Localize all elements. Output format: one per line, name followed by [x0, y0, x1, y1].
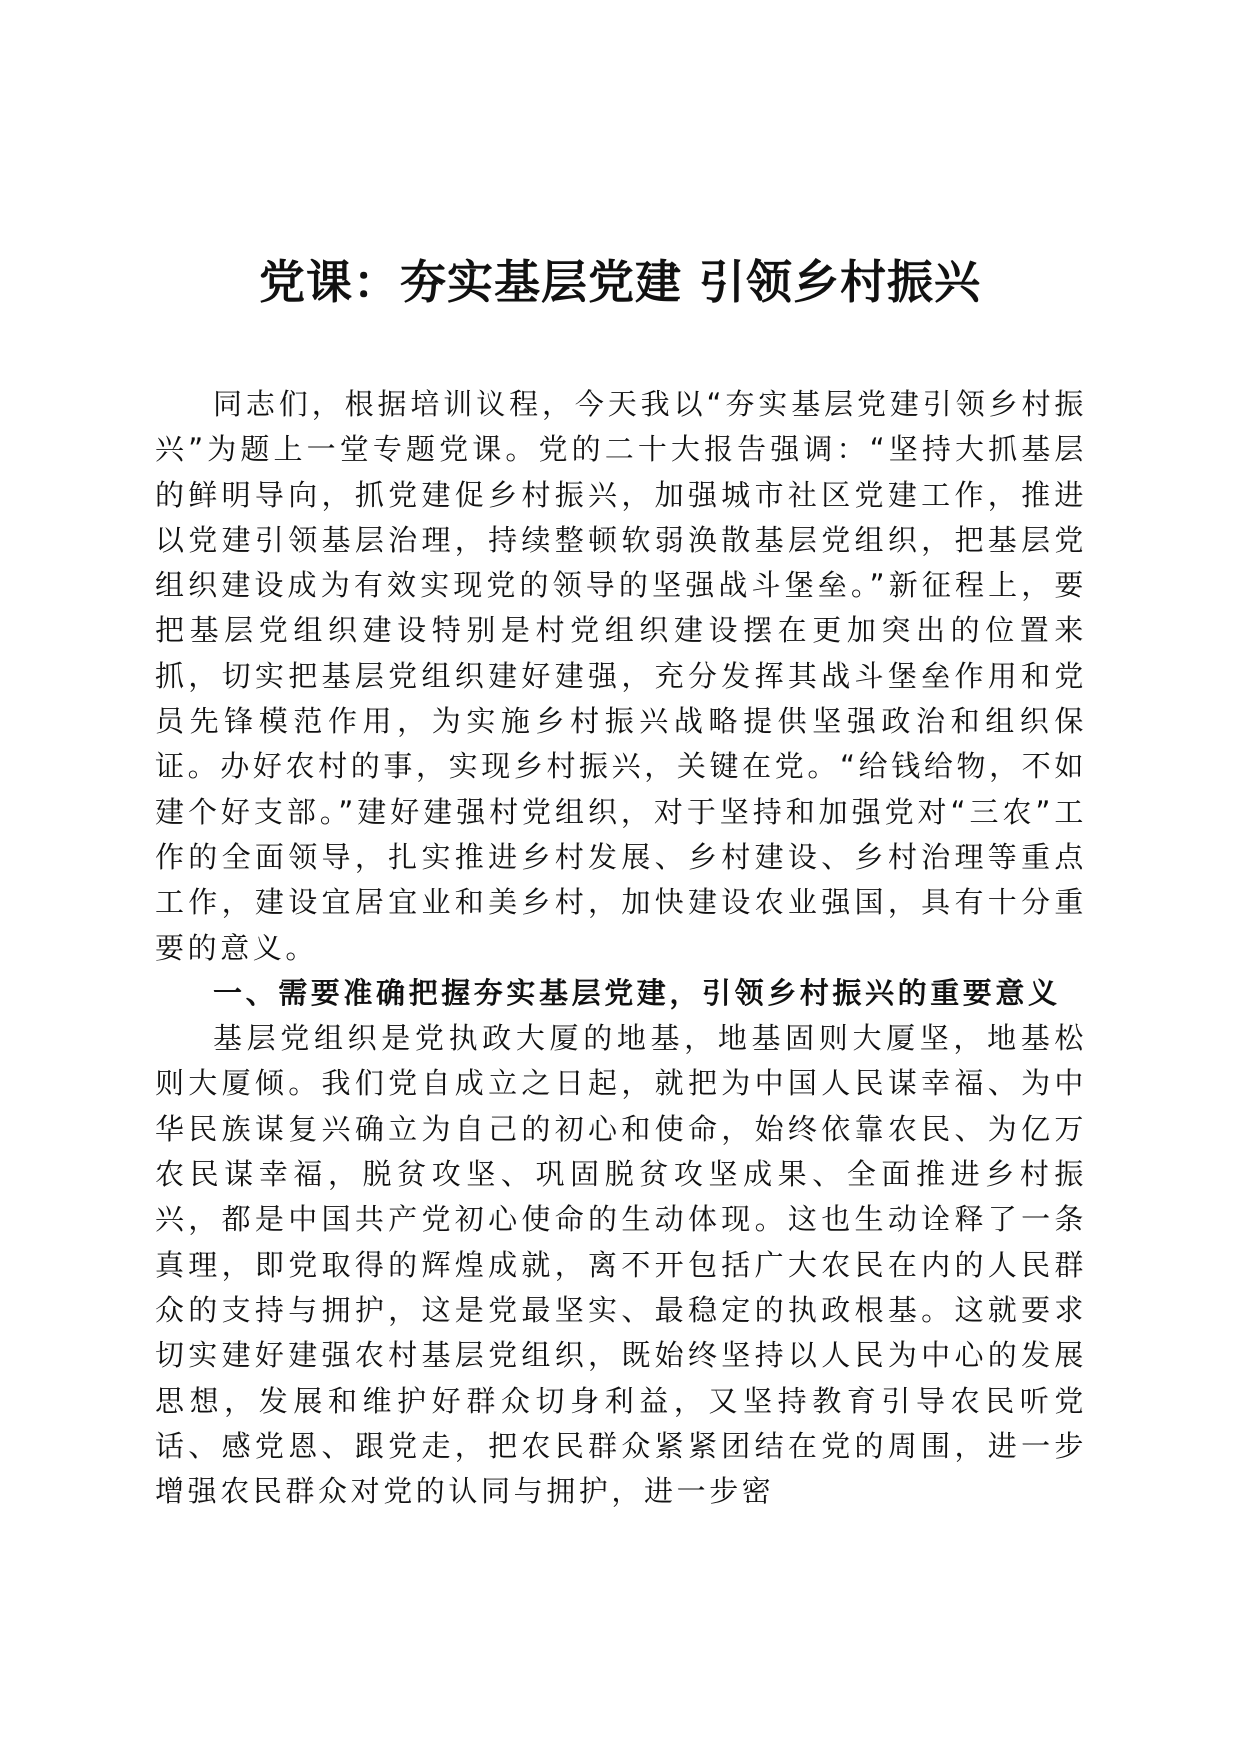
document-title: 党课：夯实基层党建 引领乡村振兴: [258, 255, 981, 309]
section-heading: 一、需要准确把握夯实基层党建，引领乡村振兴的重要意义: [213, 975, 1061, 1010]
section-paragraph: 基层党组织是党执政大厦的地基，地基固则大厦坚，地基松则大厦倾。我们党自成立之日起，就把为中国人民谋幸福、为中华民族谋复兴确立为自己的初心和使命，始终依靠农民、为亿万农民谋幸福，脱贫攻坚、巩固脱贫攻坚成果、全面推进乡村振兴，都是中国共产党初心使命的生动体现。这也生动诠释了一条真理，即党取得的辉煌成就，离不开包括广大农民在内的人民群众的支持与拥护，这是党最坚实、最稳定的执政根基。这就要求切实建好建强农村基层党组织，既始终坚持以人民为中心的发展思想，发展和维护好群众切身利益，又坚持教育引导农民听党话、感党恩、跟党走，把农民群众紧紧团结在党的周围，进一步增强农民群众对党的认同与拥护，进一步密: [155, 1021, 1087, 1509]
document-body: [155, 382, 1087, 1514]
intro-paragraph: 同志们，根据培训议程，今天我以“夯实基层党建引领乡村振兴”为题上一堂专题党课。党的二十大报告强调：“坚持大抓基层的鲜明导向，抓党建促乡村振兴，加强城市社区党建工作，推进以党建引领基层治理，持续整顿软弱涣散基层党组织，把基层党组织建设成为有效实现党的领导的坚强战斗堡垒。”新征程上，要把基层党组织建设特别是村党组织建设摆在更加突出的位置来抓，切实把基层党组织建好建强，充分发挥其战斗堡垒作用和党员先锋模范作用，为实施乡村振兴战略提供坚强政治和组织保证。办好农村的事，实现乡村振兴，关键在党。“给钱给物，不如建个好支部。”建好建强村党组织，对于坚持和加强党对“三农”工作的全面领导，扎实推进乡村发展、乡村建设、乡村治理等重点工作，建设宜居宜业和美乡村，加快建设农业强国，具有十分重要的意义。: [155, 387, 1087, 965]
